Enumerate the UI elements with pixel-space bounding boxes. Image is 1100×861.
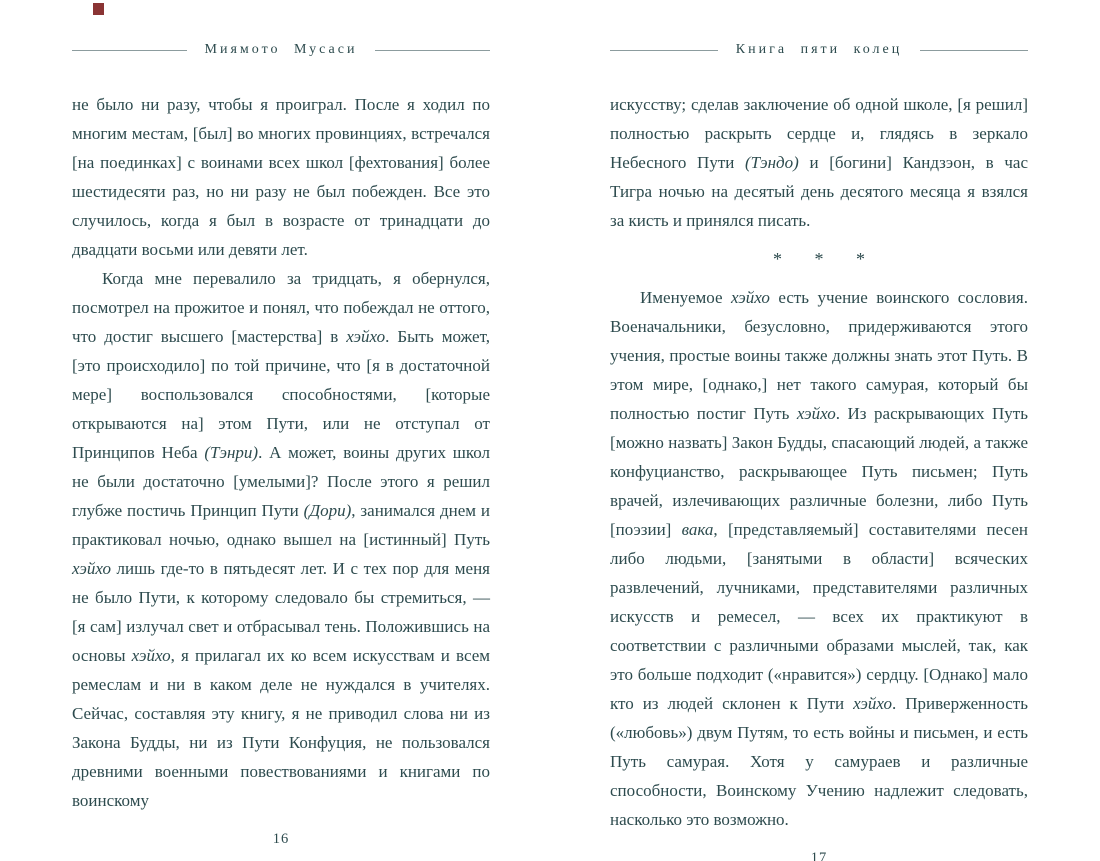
running-header-left	[72, 40, 490, 60]
header-rule-right	[920, 50, 1028, 51]
italic-run: хэйхо	[730, 288, 770, 307]
page-left	[72, 40, 490, 848]
text-run: есть учение воинского сословия. Военачальники, безусловно, придерживаются этого учения, простые воины также должны знать этот Путь. В этом мире, [однако,] нет такого самурая, который бы полностью постиг Путь	[610, 288, 1028, 423]
paragraph	[72, 264, 490, 815]
bookmark-mark	[93, 3, 104, 15]
running-header-text: Миямото Мусаси	[204, 42, 358, 57]
header-rule-left	[610, 50, 718, 51]
header-rule-right	[375, 50, 490, 51]
text-run: , занимался днем и практиковал ночью, однако вышел на [истинный] Путь	[72, 501, 490, 549]
text-run: . Быть может, [это происходило] по той причине, что [я в достаточной мере] воспользовался способностями, [которые открываются на] этом Пути, или не отступал от Принципов Неба	[72, 327, 491, 462]
italic-run: хэйхо	[72, 559, 111, 578]
text-run: , [представляемый] составителями песен либо людьми, [занятыми в области] всяческих развлечений, лучниками, представителями различных искусств и ремесел, — всех их практикуют в соответствии с различными образами мыслей, так, как это больше подходит («нравится») сердцу. [Однако] мало кто из людей склонен к Пути	[610, 520, 1028, 713]
text-run: Когда мне перевалило за тридцать, я обернулся, посмотрел на прожитое и понял, что побеждал не оттого, что достиг высшего [мастерства] в	[72, 269, 490, 346]
text-run: искусству; сделав заключение об одной школе, [я решил] полностью раскрыть сердце и, глядясь в зеркало Небесного Пути	[610, 95, 1028, 172]
text-run: лишь где-то в пятьдесят лет. И с тех пор для меня не было Пути, к которому следовало бы стремиться, — [я сам] излучал свет и отбрасывал тень. Положившись на основы	[72, 559, 490, 665]
italic-run: хэйхо	[346, 327, 386, 346]
italic-run: хэйхо	[131, 646, 171, 665]
running-header-right	[610, 40, 1028, 60]
running-header-text: Книга пяти колец	[735, 42, 903, 57]
paragraph	[610, 90, 1028, 235]
section-separator: * * *	[773, 249, 879, 269]
page-number-right: 17	[810, 850, 828, 861]
text-run: , я прилагал их ко всем искусствам и всем ремеслам и ни в каком деле не нуждался в учителях. Сейчас, составляя эту книгу, я не приводил слова ни из Закона Будды, ни из Пути Конфуция, не пользовался древними военными повествованиями и книгами по воинскому	[72, 646, 490, 810]
text-run: и [богини] Кандзэон, в час Тигра ночью на десятый день десятого месяца я взялся за кисть и принялся писать.	[610, 153, 1028, 230]
text-run: Именуемое	[640, 288, 731, 307]
italic-run: (Тэндо)	[745, 153, 799, 172]
italic-run: вака	[681, 520, 714, 539]
italic-run: (Тэнри)	[204, 443, 259, 462]
page-body-left	[72, 90, 490, 815]
paragraph	[610, 283, 1028, 834]
text-run: . Приверженность («любовь») двум Путям, то есть войны и письмен, и есть Путь самурая. Хотя у самураев и различные способности, Воинскому Учению надлежит следовать, насколько это возможно.	[610, 694, 1028, 829]
italic-run: хэйхо	[796, 404, 836, 423]
text-run: . Из раскрывающих Путь [можно назвать] Закон Будды, спасающий людей, а также конфуцианство, раскрывающее Путь письмен; Путь врачей, излечивающих различные болезни, либо Путь [поэзии]	[610, 404, 1028, 539]
italic-run: хэйхо	[853, 694, 893, 713]
page-body-right	[610, 90, 1028, 834]
text-run: . А может, воины других школ не были достаточно [умелыми]? После этого я решил глубже постичь Принцип Пути	[72, 443, 490, 520]
text-run: не было ни разу, чтобы я проиграл. После я ходил по многим местам, [был] во многих провинциях, встречался [на поединках] с воинами всех школ [фехтования] более шестидесяти раз, но ни разу не был побежден. Все это случилось, когда я был в возрасте от тринадцати до двадцати восьми или девяти лет.	[72, 95, 490, 259]
paragraph	[72, 90, 490, 264]
page-right	[610, 40, 1028, 861]
italic-run: (Дори)	[303, 501, 352, 520]
header-rule-left	[72, 50, 187, 51]
page-number-left: 16	[272, 831, 290, 847]
